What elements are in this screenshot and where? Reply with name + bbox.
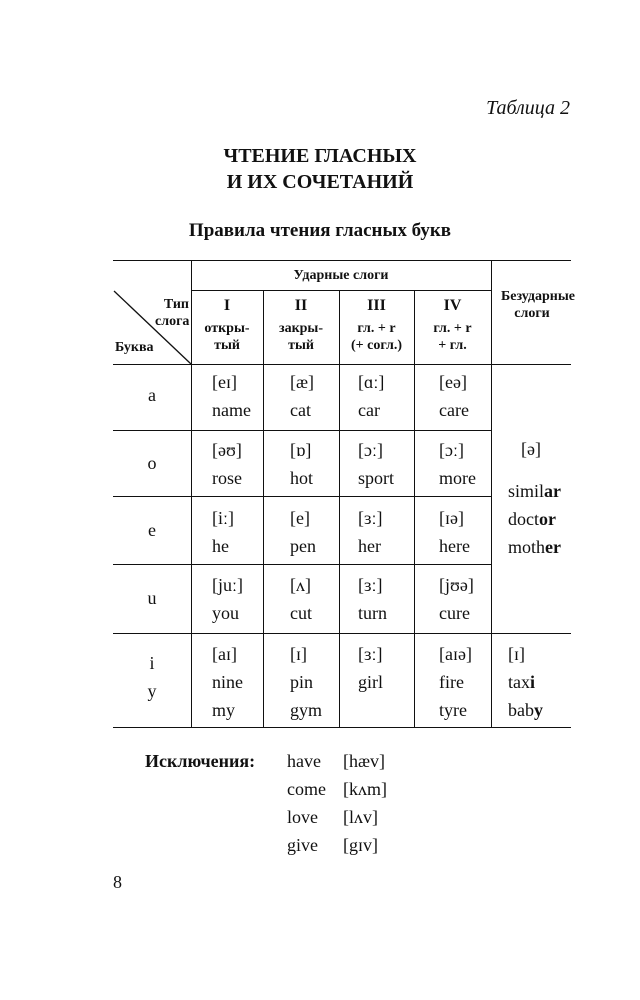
col-line1: гл. + r [433,321,472,336]
cell-iy-IV: [aɪə] fire tyre [439,644,472,720]
col-line2: + гл. [438,338,467,353]
cell-u-II: [ʌ] cut [290,575,312,623]
col-num: II [294,297,308,314]
unstressed-words-lower [508,640,543,724]
unstressed-word: baby [508,700,543,720]
unstressed-word: taxi [508,672,536,692]
cell-o-I: [əʊ] rose [212,440,242,488]
exception-word: come [287,779,326,799]
col-num: IV [443,297,462,314]
page-title [0,143,640,195]
cell-e-III: [ɜː] her [358,508,383,556]
col-header-IV [414,297,491,354]
exception-ipa: [kʌm] [343,779,387,799]
table-rule-bottom [113,727,571,728]
col-line2: тый [288,338,314,353]
unstressed-word: doctor [508,509,556,529]
cell-e-I: [iː] he [212,508,234,556]
title-line-1: ЧТЕНИЕ ГЛАСНЫХ [223,145,417,167]
cell-a-III: [ɑː] car [358,372,385,420]
cell-o-II: [ɒ] hot [290,440,314,488]
unstressed-sound-schwa: [ə] [521,439,541,459]
row-letter-e: e [148,520,156,540]
table-rule-top [113,260,571,261]
table-rule-header-split [191,290,491,291]
unstressed-sound-i: [ɪ] [508,644,525,664]
col-line1: закры- [278,321,324,336]
col-header-III [339,297,414,354]
unstressed-word: similar [508,481,562,501]
table-rule-row-1 [113,430,491,431]
type-label: Тип слога [155,297,190,329]
unstressed-words-upper [508,477,561,561]
col-header-I [191,297,263,354]
cell-iy-III: [ɜː] girl [358,644,383,692]
col-line1: откры- [204,321,250,336]
table-vline-4 [414,290,415,727]
exception-ipa: [gɪv] [343,835,378,855]
exception-ipa: [lʌv] [343,807,378,827]
table-vline-2 [263,290,264,727]
cell-o-III: [ɔː] sport [358,440,394,488]
table-rule-row-3 [113,564,491,565]
table-vline-5 [491,260,492,727]
stressed-header: Ударные слоги [293,268,389,283]
exception-ipa: [hæv] [343,751,385,771]
col-num: III [367,297,386,314]
exceptions-label: Исключения: [145,751,256,771]
cell-iy-I: [aɪ] nine my [212,644,243,720]
row-letter-a: a [148,385,156,405]
cell-a-IV: [eə] care [439,372,469,420]
cell-u-III: [ɜː] turn [358,575,387,623]
table-vline-3 [339,290,340,727]
unstressed-header: Безударные слоги [501,289,575,321]
unstressed-word: mother [508,537,561,557]
letter-label: Буква [115,340,154,355]
col-line2: тый [214,338,240,353]
row-letter-y: y [147,681,157,701]
col-num: I [223,297,231,314]
cell-iy-II: [ɪ] pin gym [290,644,323,720]
title-line-2: И ИХ СОЧЕТАНИЙ [226,171,414,193]
col-header-II [263,297,339,354]
cell-a-II: [æ] cat [290,372,314,420]
table-label: Таблица 2 [486,97,570,119]
exception-word: have [287,751,321,771]
cell-u-IV: [jʊə] cure [439,575,474,623]
row-letter-u: u [147,588,157,608]
cell-a-I: [eɪ] name [212,372,251,420]
exception-word: love [287,807,318,827]
col-line1: гл. + r [357,321,396,336]
vowel-rules-table [113,260,575,728]
exceptions-ipa [343,747,387,859]
cell-e-II: [e] pen [290,508,316,556]
row-letter-o: o [147,453,157,473]
table-rule-row-2 [113,496,491,497]
cell-e-IV: [ɪə] here [439,508,470,556]
subtitle: Правила чтения гласных букв [188,220,452,241]
page-number: 8 [113,872,122,892]
exception-word: give [287,835,318,855]
exceptions-words [287,747,326,859]
table-rule-row-4 [113,633,571,634]
row-letter-i: i [149,653,155,673]
cell-o-IV: [ɔː] more [439,440,476,488]
col-line2: (+ согл.) [350,338,403,353]
cell-u-I: [juː] you [212,575,243,623]
